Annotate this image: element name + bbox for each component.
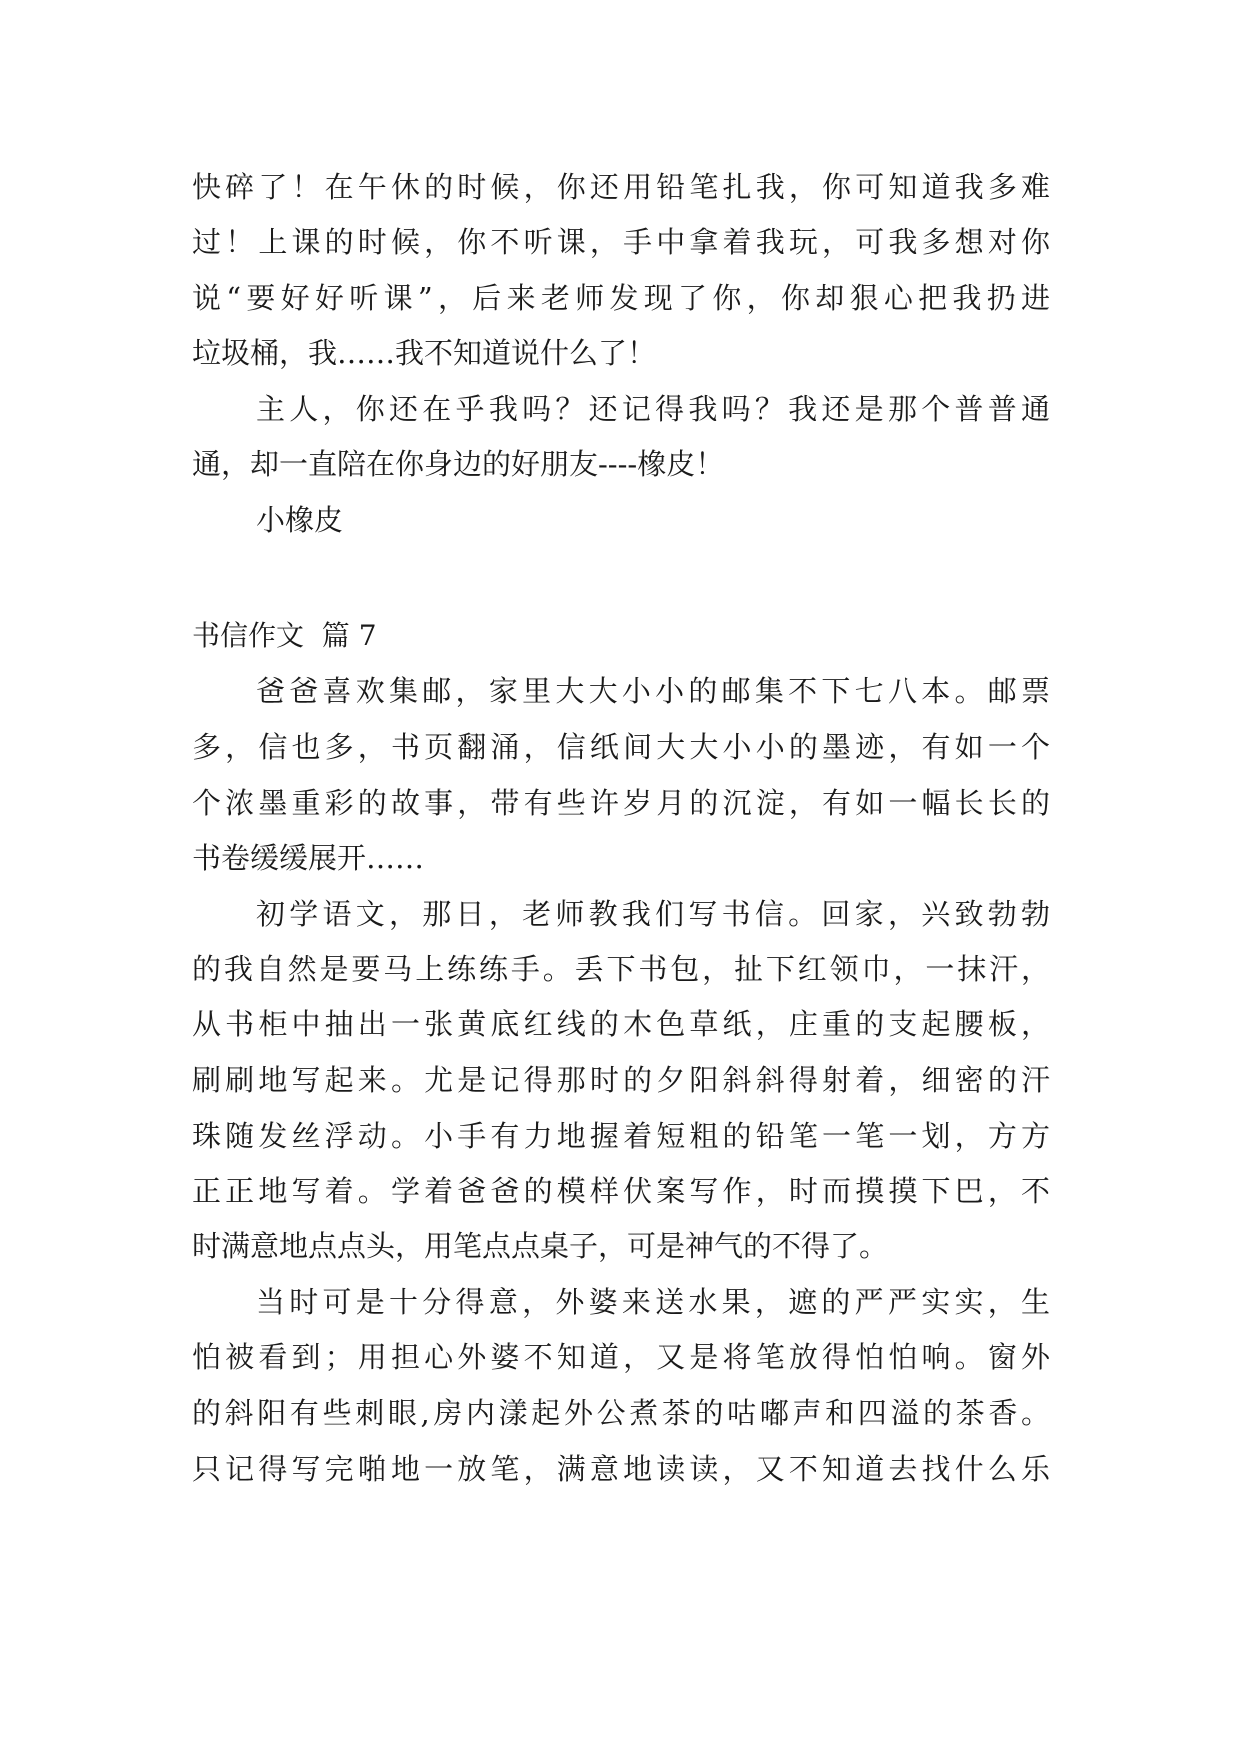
text-line: 垃圾桶，我……我不知道说什么了！	[192, 336, 657, 370]
text-line: 主人，你还在乎我吗？还记得我吗？我还是那个普普通	[256, 392, 1050, 426]
signature: 小橡皮	[256, 503, 344, 537]
text-line: 从书柜中抽出一张黄底红线的木色草纸，庄重的支起腰板，	[192, 1007, 1050, 1041]
text-line: 个浓墨重彩的故事，带有些许岁月的沉淀，有如一幅长长的	[192, 786, 1050, 820]
text-line: 正正地写着。学着爸爸的模样伏案写作，时而摸摸下巴，不	[192, 1174, 1050, 1208]
text-line: 刷刷地写起来。尤是记得那时的夕阳斜斜得射着，细密的汗	[192, 1063, 1050, 1097]
text-line: 的我自然是要马上练练手。丢下书包，扯下红领巾，一抹汗，	[192, 952, 1050, 986]
text-line: 初学语文，那日，老师教我们写书信。回家，兴致勃勃	[256, 897, 1050, 931]
text-line: 的斜阳有些刺眼,房内漾起外公煮茶的咕嘟声和四溢的茶香。	[192, 1396, 1050, 1430]
text-line: 时满意地点点头，用笔点点桌子，可是神气的不得了。	[192, 1229, 889, 1263]
text-line: 多，信也多，书页翻涌，信纸间大大小小的墨迹，有如一个	[192, 730, 1050, 764]
text-line: 快碎了！在午休的时候，你还用铅笔扎我，你可知道我多难	[192, 170, 1050, 204]
text-line: 珠随发丝浮动。小手有力地握着短粗的铅笔一笔一划，方方	[192, 1119, 1050, 1153]
text-line: 当时可是十分得意，外婆来送水果，遮的严严实实，生	[256, 1285, 1050, 1319]
text-line: 过！上课的时候，你不听课，手中拿着我玩，可我多想对你	[192, 225, 1050, 259]
text-line: 怕被看到；用担心外婆不知道，又是将笔放得怕怕响。窗外	[192, 1340, 1050, 1374]
text-line: 只记得写完啪地一放笔，满意地读读，又不知道去找什么乐	[192, 1452, 1050, 1486]
text-line: 通，却一直陪在你身边的好朋友----橡皮！	[192, 447, 725, 481]
text-line: 爸爸喜欢集邮，家里大大小小的邮集不下七八本。邮票	[256, 674, 1050, 708]
text-line: 说“要好好听课”，后来老师发现了你，你却狠心把我扔进	[192, 281, 1050, 315]
text-line: 书卷缓缓展开……	[192, 841, 425, 875]
section-heading: 书信作文 篇 7	[192, 619, 377, 652]
